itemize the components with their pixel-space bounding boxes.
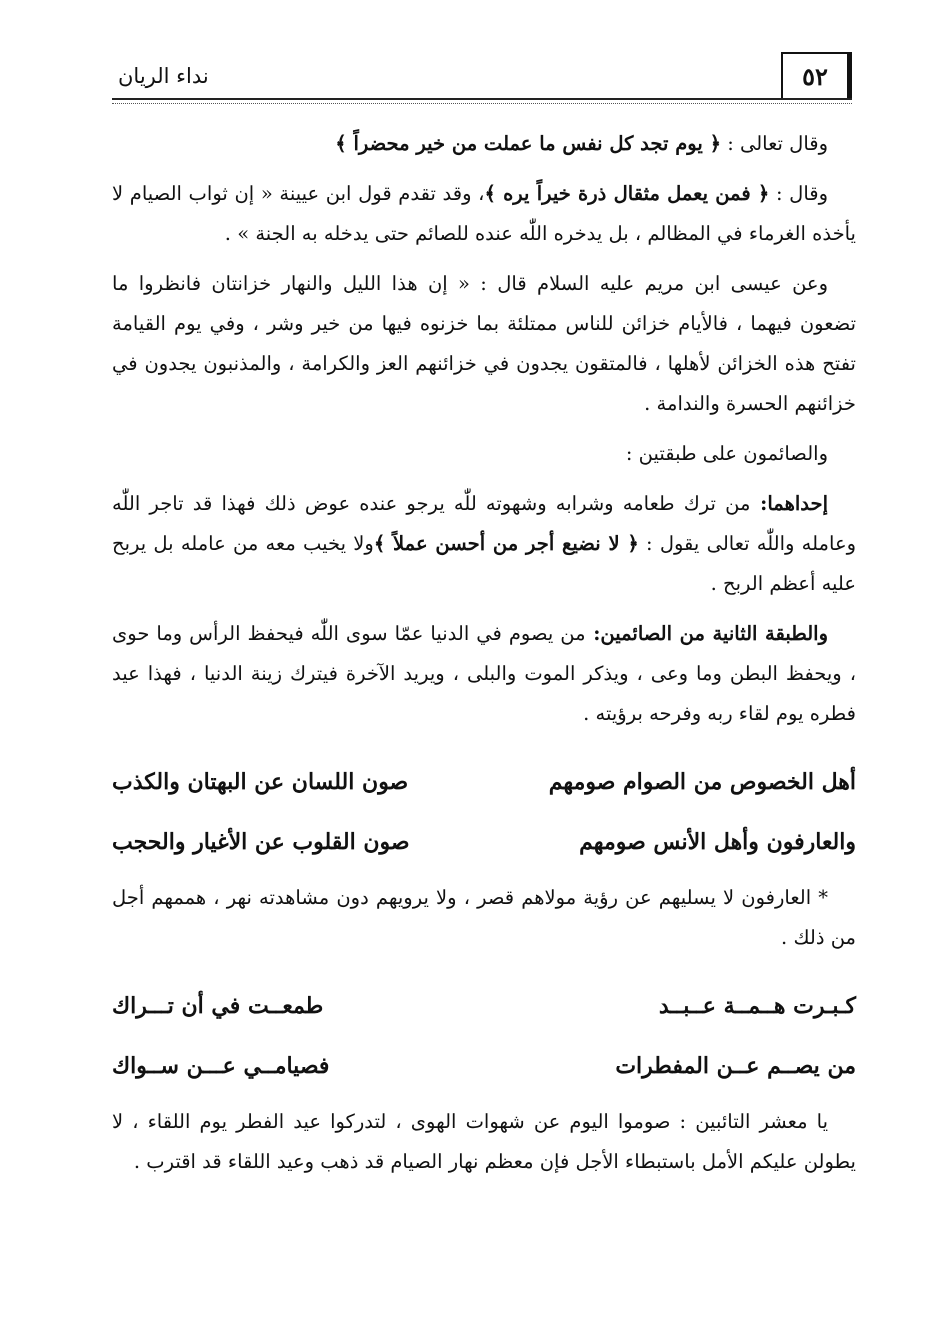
paragraph-4: والصائمون على طبقتين : <box>625 442 828 465</box>
paragraph-7: * العارفون لا يسليهم عن رؤية مولاهم قصر ، ولا يرويهم دون مشاهدته نهر ، هممهم أجل من ذلك . <box>112 886 856 949</box>
paragraph-text: من يصوم في الدنيا عمّا سوى اللّٰه فيحفظ الرأس وما حوى ، ويحفظ البطن وما وعى ، ويذكر الموت والبلى ، ويريد الآخرة فيترك زينة الدنيا ، فهذا عيد فطره يوم لقاء ربه وفرحه برؤيته . <box>112 622 856 725</box>
paragraph-2 <box>112 174 856 254</box>
paragraph-text: من ترك طعامه وشرابه وشهوته للّٰه يرجو عنده عوض ذلك فهذا قد تاجر اللّٰه وعامله واللّٰه تعالى يقول : <box>112 492 856 555</box>
hemistich-right: من يصــم عــن المفطرات <box>615 1053 856 1079</box>
quran-verse: ﴿ فمن يعمل مثقال ذرة خيراً يره ﴾ <box>484 182 770 205</box>
quran-verse: ﴿ لا نضيع أجر من أحسن عملاً ﴾ <box>373 532 639 555</box>
paragraph-5 <box>112 484 856 604</box>
page-number: ٥٢ <box>781 52 852 98</box>
poem-1 <box>112 752 856 872</box>
poem-line <box>112 752 856 812</box>
running-title: نداء الريان <box>118 64 209 88</box>
hemistich-left: صون القلوب عن الأغيار والحجب <box>112 829 410 855</box>
header-rule <box>112 98 852 104</box>
paragraph-lead: إحداهما: <box>750 492 828 515</box>
paragraph-8: يا معشر التائبين : صوموا اليوم عن شهوات الهوى ، لتدركوا عيد الفطر يوم اللقاء ، لا يطولن عليكم الأمل باستبطاء الأجل فإن معظم نهار الصيام قد ذهب وعيد اللقاء قد اقترب . <box>112 1110 856 1173</box>
paragraph-lead: وقال : <box>769 182 828 205</box>
paragraph-6 <box>112 614 856 734</box>
poem-2 <box>112 976 856 1096</box>
hemistich-right: كـبـرت هــمــة عــبــد <box>658 993 856 1019</box>
hemistich-left: صون اللسان عن البهتان والكذب <box>112 769 409 795</box>
hemistich-left: طمعــت في أن تـــراك <box>112 993 324 1019</box>
page-body <box>112 124 856 1192</box>
poem-line <box>112 1036 856 1096</box>
poem-line <box>112 976 856 1036</box>
paragraph-text: ، وقد تقدم قول ابن عيينة « إن ثواب الصيام لا يأخذه الغرماء في المظالم ، بل يدخره اللّٰه عنده للصائم حتى يدخله به الجنة » . <box>112 182 856 245</box>
quran-verse: ﴿ يوم تجد كل نفس ما عملت من خير محضراً ﴾ <box>335 132 722 155</box>
poem-line <box>112 812 856 872</box>
paragraph-lead: والطبقة الثانية من الصائمين: <box>585 622 828 645</box>
paragraph-1 <box>112 124 856 164</box>
hemistich-right: والعارفون وأهل الأنس صومهم <box>579 829 856 855</box>
paragraph-text: ولا يخيب معه من عامله بل يربح عليه أعظم الربح . <box>112 532 856 595</box>
hemistich-right: أهل الخصوص من الصوام صومهم <box>548 769 856 795</box>
hemistich-left: فصيامــي عـــن ســواك <box>112 1053 330 1079</box>
page-header <box>112 52 852 108</box>
paragraph-3: وعن عيسى ابن مريم عليه السلام قال : « إن هذا الليل والنهار خزانتان فانظروا ما تضعون فيهما ، فالأيام خزائن للناس ممتلئة بما خزنوه فيها من خير وشر ، وفي يوم القيامة تفتح هذه الخزائن لأهلها ، فالمتقون يجدون في خزائنهم العز والكرامة ، والمذنبون يجدون في خزائنهم الحسرة والندامة . <box>112 272 856 415</box>
paragraph-lead: وقال تعالى : <box>721 132 828 155</box>
